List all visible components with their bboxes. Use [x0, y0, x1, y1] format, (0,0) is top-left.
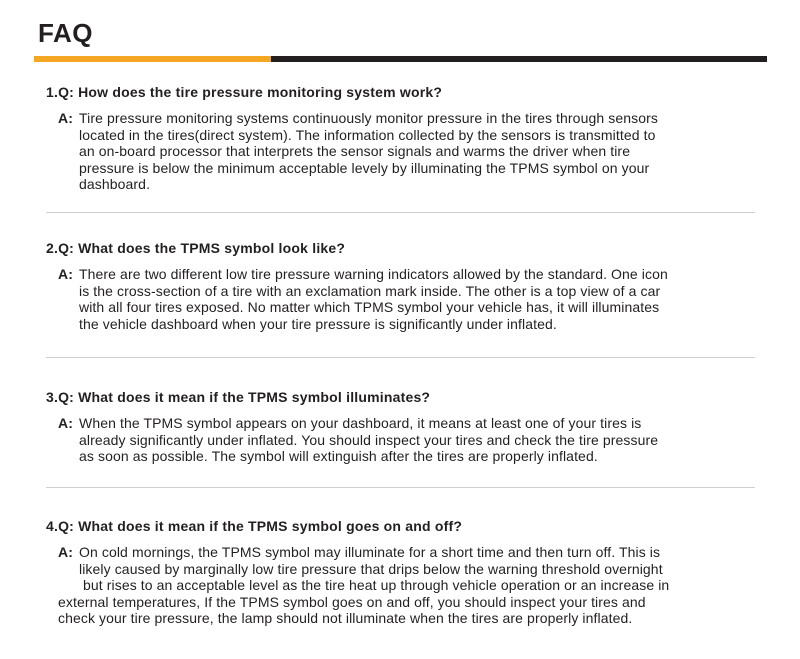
- answer-line: When the TPMS symbol appears on your dashboard, it means at least one of your tires is: [79, 415, 642, 431]
- answer-label: A:: [58, 110, 73, 126]
- answer-line: On cold mornings, the TPMS symbol may illuminate for a short time and then turn off. This is: [79, 544, 661, 560]
- faq-answer: [58, 415, 756, 465]
- answer-line: likely caused by marginally low tire pressure that drips below the warning threshold overnight: [79, 560, 663, 577]
- answer-line: Tire pressure monitoring systems continuously monitor pressure in the tires through sensors: [79, 110, 658, 126]
- faq-question: 3.Q: What does it mean if the TPMS symbol illuminates?: [46, 389, 431, 405]
- answer-label: A:: [58, 544, 73, 560]
- answer-line: dashboard.: [79, 176, 151, 192]
- page-title: FAQ: [38, 18, 93, 48]
- faq-answer: [58, 110, 756, 193]
- answer-line: pressure is below the minimum acceptable levely by illuminating the TPMS symbol on your: [79, 159, 650, 176]
- title-underline-bar: [271, 56, 767, 62]
- answer-line: the vehicle dashboard when your tire pressure is significantly under inflated.: [79, 315, 557, 332]
- answer-line: located in the tires(direct system). The information collected by the sensors is transmitted to: [79, 126, 656, 143]
- answer-line: as soon as possible. The symbol will extinguish after the tires are properly inflated.: [79, 448, 598, 464]
- faq-divider: [46, 487, 755, 488]
- answer-label: A:: [58, 415, 73, 431]
- answer-line: is the cross-section of a tire with an exclamation mark inside. The other is a top view of a car: [79, 282, 661, 299]
- faq-divider: [46, 212, 755, 213]
- faq-item-2: [46, 240, 756, 332]
- answer-line: with all four tires exposed. No matter which TPMS symbol your vehicle has, it will illuminates: [79, 299, 660, 315]
- faq-item-4: [46, 518, 756, 627]
- faq-item-3: [46, 389, 756, 465]
- title-underline-accent: [34, 56, 271, 62]
- faq-divider: [46, 357, 755, 358]
- answer-line: There are two different low tire pressure warning indicators allowed by the standard. One icon: [79, 266, 668, 282]
- faq-question: 2.Q: What does the TPMS symbol look like?: [46, 240, 346, 256]
- faq-answer: [58, 266, 756, 332]
- answer-line: external temperatures, If the TPMS symbol goes on and off, you should inspect your tires and: [58, 593, 646, 610]
- faq-item-1: [46, 84, 756, 193]
- answer-label: A:: [58, 266, 73, 282]
- faq-question: 4.Q: What does it mean if the TPMS symbol goes on and off?: [46, 518, 463, 534]
- title-underline: [34, 56, 767, 62]
- faq-question: 1.Q: How does the tire pressure monitoring system work?: [46, 84, 443, 100]
- answer-line: already significantly under inflated. You should inspect your tires and check the tire pressure: [79, 431, 659, 448]
- answer-line: check your tire pressure, the lamp should not illuminate when the tires are properly inflated.: [58, 610, 633, 626]
- answer-line: an on-board processor that interprets the sensor signals and warms the driver when tire: [79, 143, 631, 159]
- answer-line: but rises to an acceptable level as the tire heat up through vehicle operation or an increase in: [83, 577, 670, 593]
- faq-answer: [58, 544, 756, 627]
